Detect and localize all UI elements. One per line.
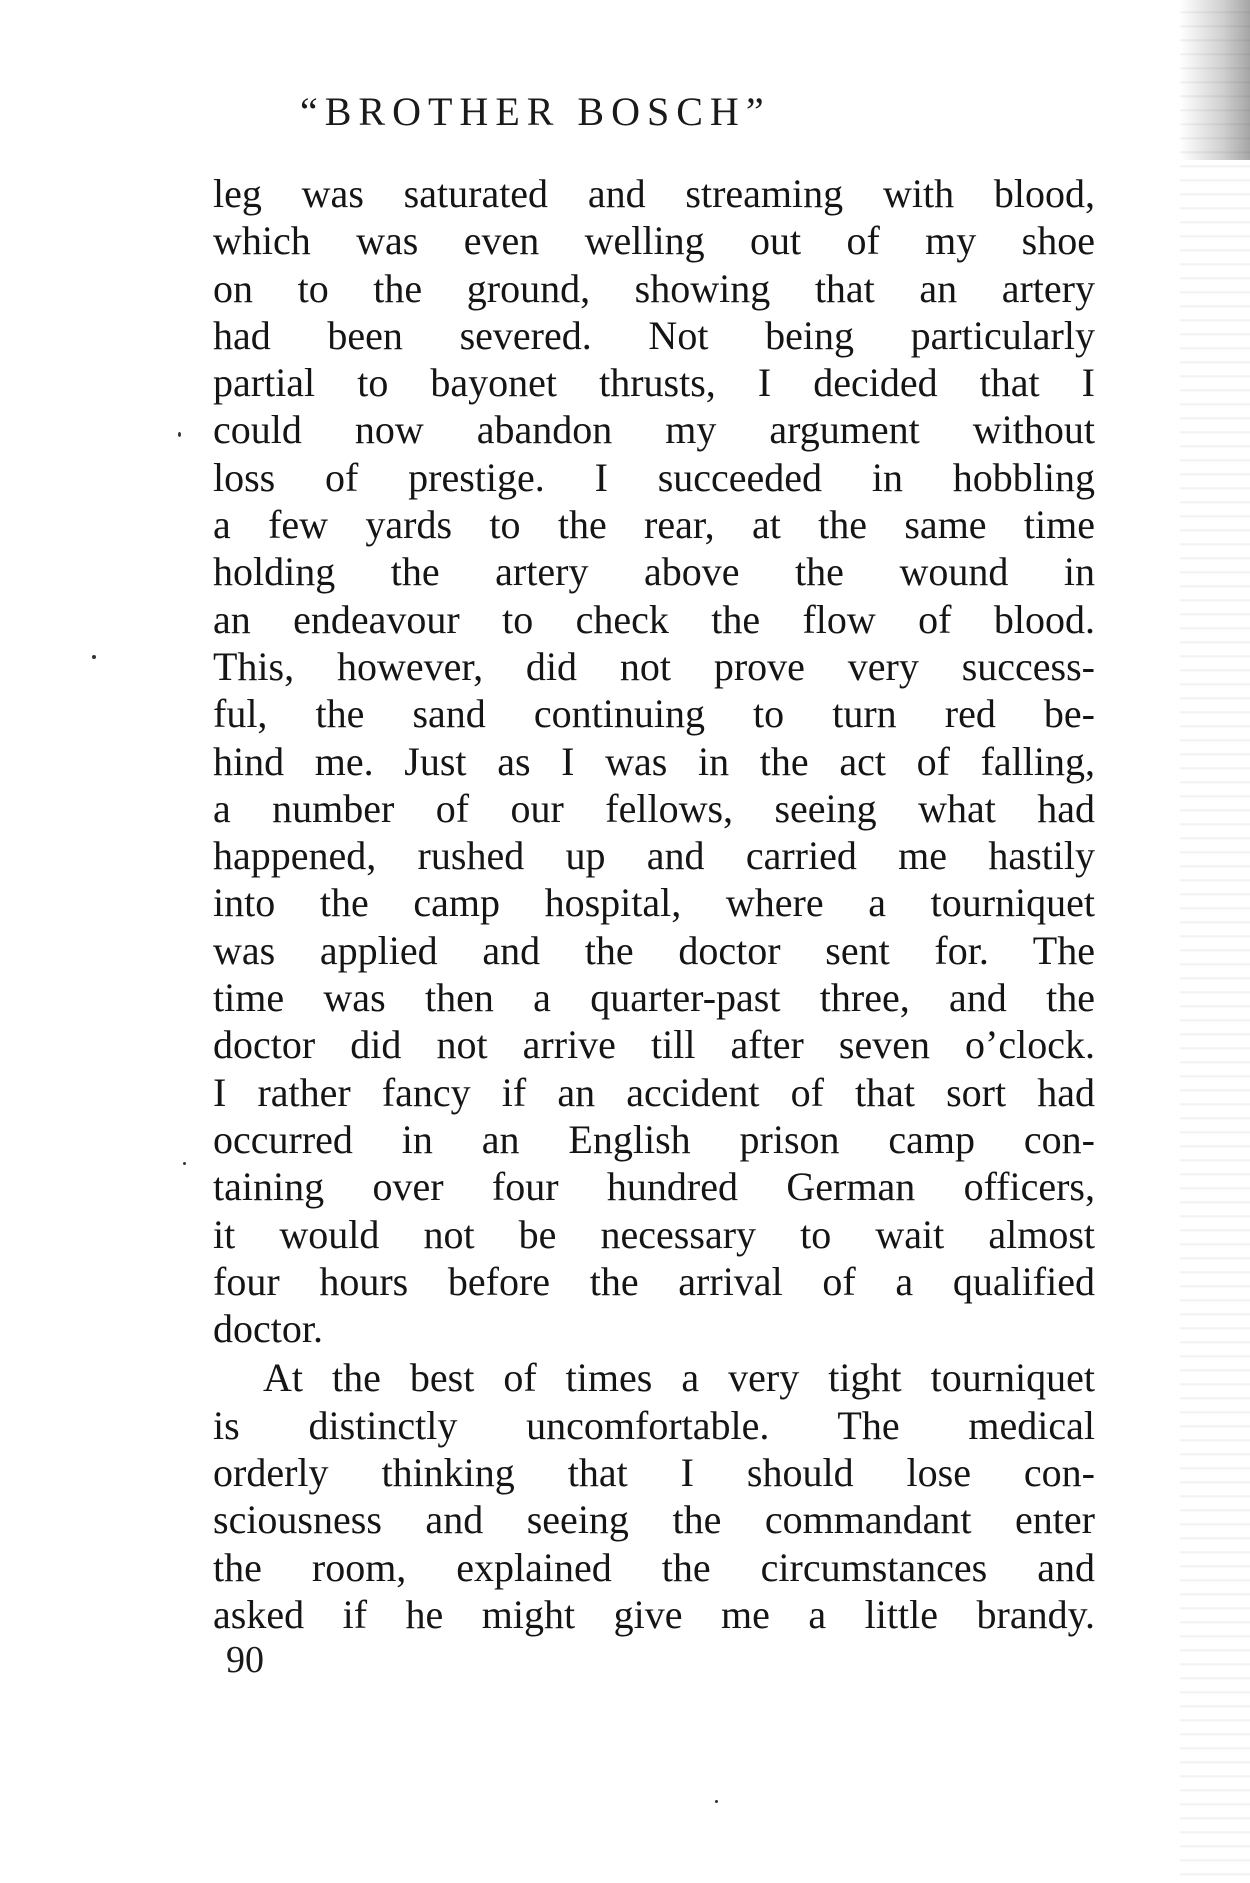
body-text	[213, 170, 1095, 1638]
text-line: on to the ground, showing that an artery	[213, 265, 1095, 311]
scan-speck	[183, 1162, 186, 1165]
scan-speck	[715, 1800, 718, 1803]
text-line: into the camp hospital, where a tourniquet	[213, 880, 1095, 926]
running-head: “BROTHER BOSCH”	[300, 89, 771, 134]
text-line: is distinctly uncomfortable. The medical	[213, 1402, 1095, 1448]
text-line: it would not be necessary to wait almost	[213, 1211, 1095, 1257]
text-line: leg was saturated and streaming with blood,	[213, 171, 1095, 216]
text-line: an endeavour to check the flow of blood.	[213, 596, 1095, 642]
text-line: which was even welling out of my shoe	[213, 218, 1095, 264]
scan-speck	[178, 432, 181, 437]
paragraph-2	[213, 1354, 1095, 1638]
text-line: I rather fancy if an accident of that sort had	[213, 1069, 1095, 1115]
text-line: doctor did not arrive till after seven o’clock.	[213, 1022, 1095, 1068]
text-line: the room, explained the circumstances and	[213, 1544, 1095, 1590]
text-line: taining over four hundred German officers,	[213, 1164, 1095, 1210]
text-line: hind me. Just as I was in the act of falling,	[213, 738, 1095, 784]
text-line: was applied and the doctor sent for. The	[213, 927, 1095, 973]
text-line: orderly thinking that I should lose con-	[213, 1450, 1095, 1496]
scan-speck	[92, 655, 96, 659]
text-line: This, however, did not prove very success-	[213, 643, 1095, 689]
text-line: ful, the sand continuing to turn red be-	[213, 691, 1095, 737]
scan-edge-noise	[1180, 0, 1250, 1883]
text-line: asked if he might give me a little brandy.	[213, 1591, 1095, 1637]
text-line: sciousness and seeing the commandant enter	[213, 1497, 1095, 1543]
text-line: At the best of times a very tight tourniquet	[263, 1355, 1095, 1401]
text-line: occurred in an English prison camp con-	[213, 1116, 1095, 1162]
text-line: time was then a quarter-past three, and the	[213, 975, 1095, 1021]
page-number: 90	[226, 1639, 264, 1681]
text-line: partial to bayonet thrusts, I decided that I	[213, 360, 1095, 406]
paragraph-1	[213, 170, 1095, 1352]
text-line: a few yards to the rear, at the same time	[213, 502, 1095, 548]
text-line: had been severed. Not being particularly	[213, 312, 1095, 358]
text-line: could now abandon my argument without	[213, 407, 1095, 453]
text-line: a number of our fellows, seeing what had	[213, 785, 1095, 831]
text-line: four hours before the arrival of a qualified	[213, 1258, 1095, 1304]
text-line: doctor.	[213, 1306, 323, 1352]
text-line: happened, rushed up and carried me hastily	[213, 833, 1095, 879]
text-line: loss of prestige. I succeeded in hobbling	[213, 454, 1095, 500]
text-line: holding the artery above the wound in	[213, 549, 1095, 595]
